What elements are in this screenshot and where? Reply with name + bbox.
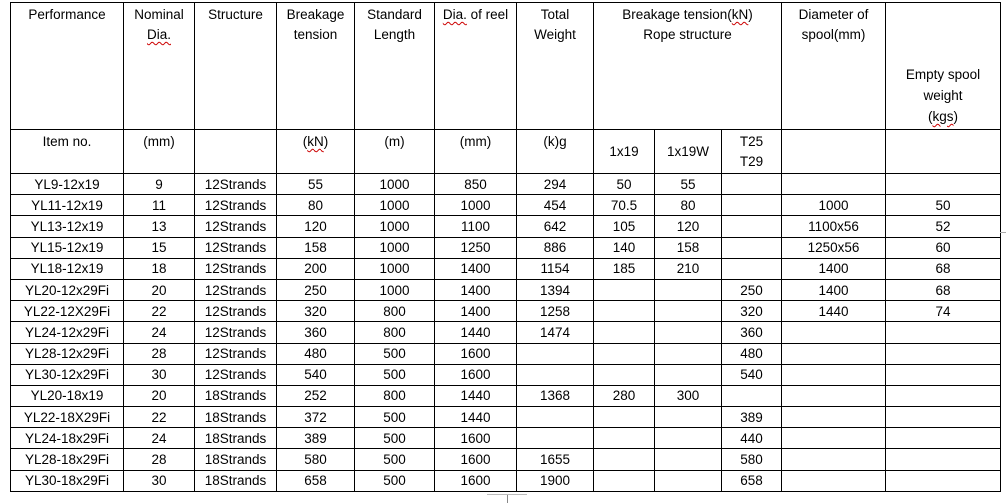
cell-dia-of-reel: 1600	[435, 364, 517, 385]
cell-spool-diameter	[782, 322, 886, 343]
cell-dia-of-reel: 1400	[435, 301, 517, 322]
cell-spool-diameter: 1100x56	[782, 216, 886, 237]
cell-tension-1x19w	[655, 322, 722, 343]
cell-item-no: YL20-12x29Fi	[11, 279, 124, 300]
cell-total-weight	[517, 407, 594, 428]
cell-tension-1x19w	[655, 343, 722, 364]
cell-standard-length: 800	[355, 301, 435, 322]
cell-tension-1x19w: 120	[655, 216, 722, 237]
header-nominal-line1: Nominal	[134, 7, 184, 22]
cell-standard-length: 1000	[355, 216, 435, 237]
cell-standard-length: 1000	[355, 258, 435, 279]
cell-structure: 12Strands	[195, 279, 277, 300]
header-reel-of: of reel	[470, 7, 509, 22]
table-row	[11, 343, 1001, 364]
unit-m-text: (m)	[384, 134, 405, 149]
cell-spool-diameter	[782, 428, 886, 449]
header-spool-line2: spool(mm)	[801, 27, 866, 42]
cell-item-no: YL24-12x29Fi	[11, 322, 124, 343]
unit-item-no	[11, 130, 124, 174]
header-empty-kgs: kgs	[932, 109, 954, 124]
cell-spool-diameter	[782, 407, 886, 428]
cell-structure: 18Strands	[195, 470, 277, 491]
cell-total-weight: 1394	[517, 279, 594, 300]
cell-item-no: YL13-12x19	[11, 216, 124, 237]
cell-structure: 18Strands	[195, 407, 277, 428]
cell-nominal-dia: 11	[124, 195, 195, 216]
cell-nominal-dia: 30	[124, 364, 195, 385]
header-nominal-dia	[124, 3, 195, 130]
unit-m	[355, 130, 435, 174]
cell-tension-t25-t29	[722, 237, 782, 258]
unit-kn-a: (	[302, 134, 308, 149]
cell-item-no: YL22-18X29Fi	[11, 407, 124, 428]
cell-breakage-tension: 250	[277, 279, 355, 300]
cell-tension-t25-t29: 360	[722, 322, 782, 343]
header-row-units	[11, 130, 1001, 174]
cell-structure: 12Strands	[195, 322, 277, 343]
cell-total-weight: 294	[517, 174, 594, 195]
cell-structure: 12Strands	[195, 258, 277, 279]
cell-tension-1x19w: 80	[655, 195, 722, 216]
cell-dia-of-reel: 1400	[435, 279, 517, 300]
unit-1x19w-text: 1x19W	[666, 144, 710, 159]
cell-empty-spool-weight: 60	[886, 237, 1001, 258]
header-dia-of-reel	[435, 3, 517, 130]
cell-spool-diameter: 1250x56	[782, 237, 886, 258]
unit-mm	[124, 130, 195, 174]
header-total-line2: Weight	[534, 27, 576, 42]
header-performance-text: Performance	[28, 7, 106, 22]
header-standard-line2: Length	[373, 27, 416, 42]
cell-tension-1x19w	[655, 279, 722, 300]
cell-standard-length: 500	[355, 343, 435, 364]
cell-dia-of-reel: 1440	[435, 322, 517, 343]
unit-1x19	[594, 130, 655, 174]
unit-1x19-text: 1x19	[609, 144, 639, 159]
cell-nominal-dia: 24	[124, 428, 195, 449]
cell-structure: 12Strands	[195, 174, 277, 195]
cell-breakage-tension: 540	[277, 364, 355, 385]
cell-breakage-tension: 80	[277, 195, 355, 216]
cell-tension-1x19	[594, 407, 655, 428]
cell-empty-spool-weight: 68	[886, 279, 1001, 300]
cell-dia-of-reel: 1250	[435, 237, 517, 258]
cell-dia-of-reel: 1600	[435, 449, 517, 470]
cell-breakage-tension: 658	[277, 470, 355, 491]
header-breakage-line2: tension	[293, 27, 338, 42]
unit-t29: T29	[739, 153, 764, 169]
cell-breakage-tension: 389	[277, 428, 355, 449]
header-empty-c: )	[953, 109, 959, 124]
cell-dia-of-reel: 850	[435, 174, 517, 195]
header-performance	[11, 3, 124, 130]
header-breakage-tension	[277, 3, 355, 130]
cell-total-weight: 642	[517, 216, 594, 237]
cell-tension-t25-t29: 320	[722, 301, 782, 322]
cell-total-weight	[517, 364, 594, 385]
header-breakage-rope-structure	[594, 3, 782, 130]
cell-breakage-tension: 120	[277, 216, 355, 237]
header-bt-a: Breakage tension(	[622, 7, 732, 22]
header-row-top	[11, 3, 1001, 130]
header-empty-line2: weight	[923, 88, 963, 103]
cell-spool-diameter	[782, 449, 886, 470]
unit-kg	[517, 130, 594, 174]
table-row	[11, 322, 1001, 343]
cell-dia-of-reel: 1600	[435, 343, 517, 364]
cell-total-weight: 1655	[517, 449, 594, 470]
cell-tension-1x19w: 55	[655, 174, 722, 195]
cell-empty-spool-weight	[886, 428, 1001, 449]
unit-reel-text: (mm)	[459, 134, 492, 149]
cell-tension-t25-t29: 389	[722, 407, 782, 428]
header-empty-a: (	[928, 109, 933, 124]
cell-empty-spool-weight: 50	[886, 195, 1001, 216]
cell-total-weight	[517, 343, 594, 364]
cell-spool-diameter: 1000	[782, 195, 886, 216]
table-row	[11, 174, 1001, 195]
cell-total-weight: 1474	[517, 322, 594, 343]
cell-structure: 12Strands	[195, 301, 277, 322]
cell-item-no: YL11-12x19	[11, 195, 124, 216]
unit-1x19w	[655, 130, 722, 174]
table-row	[11, 216, 1001, 237]
cell-standard-length: 500	[355, 449, 435, 470]
header-empty-line1: Empty spool	[905, 67, 981, 82]
cell-empty-spool-weight	[886, 407, 1001, 428]
cell-total-weight: 1900	[517, 470, 594, 491]
cell-breakage-tension: 480	[277, 343, 355, 364]
cell-total-weight: 454	[517, 195, 594, 216]
header-standard-line1: Standard	[367, 7, 422, 22]
unit-t25-t29	[722, 130, 782, 174]
header-total-weight	[517, 3, 594, 130]
cell-spool-diameter: 1400	[782, 258, 886, 279]
cell-tension-1x19: 280	[594, 385, 655, 406]
cell-structure: 18Strands	[195, 449, 277, 470]
cell-nominal-dia: 20	[124, 279, 195, 300]
unit-t25: T25	[739, 133, 764, 149]
cell-tension-t25-t29: 440	[722, 428, 782, 449]
cell-tension-1x19w	[655, 301, 722, 322]
header-nominal-line2: Dia.	[146, 27, 171, 42]
table-row	[11, 470, 1001, 491]
table-row	[11, 428, 1001, 449]
right-edge-marker	[1000, 232, 1006, 233]
header-spool-line1: Diameter of	[798, 7, 869, 22]
cell-nominal-dia: 28	[124, 449, 195, 470]
header-bt-line2: Rope structure	[643, 27, 732, 42]
cell-empty-spool-weight	[886, 174, 1001, 195]
cell-tension-t25-t29: 580	[722, 449, 782, 470]
cell-standard-length: 1000	[355, 279, 435, 300]
header-structure	[195, 3, 277, 130]
unit-spool	[782, 130, 886, 174]
table-row	[11, 195, 1001, 216]
cell-tension-1x19w: 210	[655, 258, 722, 279]
unit-kn-c: )	[323, 134, 329, 149]
cell-dia-of-reel: 1600	[435, 470, 517, 491]
cell-tension-1x19w	[655, 470, 722, 491]
cell-breakage-tension: 580	[277, 449, 355, 470]
cell-standard-length: 800	[355, 322, 435, 343]
cell-tension-1x19w: 300	[655, 385, 722, 406]
unit-item-text: Item no.	[42, 134, 92, 149]
cell-standard-length: 1000	[355, 174, 435, 195]
cell-total-weight: 1368	[517, 385, 594, 406]
cell-tension-1x19	[594, 364, 655, 385]
cell-tension-1x19	[594, 279, 655, 300]
cell-empty-spool-weight: 52	[886, 216, 1001, 237]
cell-empty-spool-weight	[886, 343, 1001, 364]
cell-empty-spool-weight	[886, 385, 1001, 406]
cell-standard-length: 800	[355, 385, 435, 406]
cell-structure: 12Strands	[195, 237, 277, 258]
table-row	[11, 237, 1001, 258]
cell-spool-diameter	[782, 364, 886, 385]
cell-item-no: YL22-12X29Fi	[11, 301, 124, 322]
cell-item-no: YL15-12x19	[11, 237, 124, 258]
cell-tension-1x19w	[655, 449, 722, 470]
cell-nominal-dia: 18	[124, 258, 195, 279]
cell-empty-spool-weight	[886, 449, 1001, 470]
cell-empty-spool-weight	[886, 322, 1001, 343]
cell-spool-diameter	[782, 385, 886, 406]
cell-item-no: YL20-18x19	[11, 385, 124, 406]
cell-tension-t25-t29	[722, 174, 782, 195]
cell-tension-1x19	[594, 470, 655, 491]
cell-empty-spool-weight	[886, 364, 1001, 385]
cell-spool-diameter: 1440	[782, 301, 886, 322]
cell-dia-of-reel: 1000	[435, 195, 517, 216]
cell-tension-1x19	[594, 301, 655, 322]
cell-tension-1x19: 50	[594, 174, 655, 195]
cell-nominal-dia: 15	[124, 237, 195, 258]
cell-standard-length: 500	[355, 470, 435, 491]
cell-nominal-dia: 28	[124, 343, 195, 364]
table-header	[11, 3, 1001, 174]
unit-empty	[886, 130, 1001, 174]
cell-item-no: YL30-18x29Fi	[11, 470, 124, 491]
cell-structure: 12Strands	[195, 343, 277, 364]
cell-tension-t25-t29: 480	[722, 343, 782, 364]
cell-tension-t25-t29: 540	[722, 364, 782, 385]
cell-nominal-dia: 9	[124, 174, 195, 195]
header-standard-length	[355, 3, 435, 130]
cell-item-no: YL18-12x19	[11, 258, 124, 279]
cell-tension-1x19w	[655, 428, 722, 449]
cell-structure: 12Strands	[195, 216, 277, 237]
header-empty-spool-weight	[886, 3, 1001, 130]
table-row	[11, 407, 1001, 428]
unit-mm-text: (mm)	[143, 134, 175, 149]
header-total-line1: Total	[540, 7, 570, 22]
table-row	[11, 364, 1001, 385]
cell-spool-diameter: 1400	[782, 279, 886, 300]
cell-item-no: YL28-12x29Fi	[11, 343, 124, 364]
cell-tension-1x19: 185	[594, 258, 655, 279]
cell-tension-1x19	[594, 449, 655, 470]
cell-empty-spool-weight: 68	[886, 258, 1001, 279]
cell-tension-t25-t29	[722, 258, 782, 279]
cell-breakage-tension: 360	[277, 322, 355, 343]
cell-standard-length: 1000	[355, 195, 435, 216]
cell-nominal-dia: 24	[124, 322, 195, 343]
cell-item-no: YL30-12x29Fi	[11, 364, 124, 385]
cell-tension-1x19	[594, 322, 655, 343]
table-row	[11, 449, 1001, 470]
cell-total-weight: 1258	[517, 301, 594, 322]
cell-empty-spool-weight: 74	[886, 301, 1001, 322]
cell-item-no: YL9-12x19	[11, 174, 124, 195]
unit-kn-b: kN	[307, 134, 324, 149]
cell-item-no: YL24-18x29Fi	[11, 428, 124, 449]
cell-breakage-tension: 200	[277, 258, 355, 279]
cell-structure: 12Strands	[195, 364, 277, 385]
header-bt-c: )	[748, 7, 753, 22]
cell-total-weight: 1154	[517, 258, 594, 279]
cell-nominal-dia: 22	[124, 407, 195, 428]
cell-tension-1x19: 105	[594, 216, 655, 237]
table-body	[11, 174, 1001, 492]
cell-structure: 18Strands	[195, 385, 277, 406]
cell-spool-diameter	[782, 470, 886, 491]
table-row	[11, 301, 1001, 322]
unit-kg-text: (k)g	[543, 134, 567, 149]
cell-spool-diameter	[782, 174, 886, 195]
table-row	[11, 385, 1001, 406]
cell-dia-of-reel: 1100	[435, 216, 517, 237]
cell-tension-1x19	[594, 343, 655, 364]
cell-breakage-tension: 252	[277, 385, 355, 406]
unit-kn	[277, 130, 355, 174]
cell-item-no: YL28-18x29Fi	[11, 449, 124, 470]
cell-nominal-dia: 13	[124, 216, 195, 237]
header-spool-diameter	[782, 3, 886, 130]
rope-spec-table	[10, 2, 1001, 492]
cell-tension-t25-t29	[722, 385, 782, 406]
table-row	[11, 279, 1001, 300]
cell-tension-1x19: 140	[594, 237, 655, 258]
cell-nominal-dia: 20	[124, 385, 195, 406]
header-bt-kn: kN	[731, 7, 749, 22]
cell-empty-spool-weight	[886, 470, 1001, 491]
cell-tension-1x19w	[655, 407, 722, 428]
cell-standard-length: 500	[355, 364, 435, 385]
table-row	[11, 258, 1001, 279]
cell-breakage-tension: 158	[277, 237, 355, 258]
cell-tension-t25-t29: 658	[722, 470, 782, 491]
cell-tension-1x19w	[655, 364, 722, 385]
cell-structure: 12Strands	[195, 195, 277, 216]
cell-breakage-tension: 320	[277, 301, 355, 322]
cell-standard-length: 500	[355, 428, 435, 449]
cell-dia-of-reel: 1600	[435, 428, 517, 449]
header-breakage-line1: Breakage	[286, 7, 345, 22]
unit-reel-mm	[435, 130, 517, 174]
cell-total-weight: 886	[517, 237, 594, 258]
cell-structure: 18Strands	[195, 428, 277, 449]
cell-dia-of-reel: 1440	[435, 385, 517, 406]
header-reel-dia: Dia.	[442, 7, 467, 22]
cell-dia-of-reel: 1440	[435, 407, 517, 428]
cell-tension-t25-t29	[722, 216, 782, 237]
cell-standard-length: 500	[355, 407, 435, 428]
cell-nominal-dia: 30	[124, 470, 195, 491]
unit-structure	[195, 130, 277, 174]
cell-breakage-tension: 372	[277, 407, 355, 428]
cell-tension-t25-t29: 250	[722, 279, 782, 300]
cell-tension-t25-t29	[722, 195, 782, 216]
cell-tension-1x19w: 158	[655, 237, 722, 258]
cell-spool-diameter	[782, 343, 886, 364]
cell-nominal-dia: 22	[124, 301, 195, 322]
cell-total-weight	[517, 428, 594, 449]
cell-tension-1x19: 70.5	[594, 195, 655, 216]
cell-breakage-tension: 55	[277, 174, 355, 195]
cell-tension-1x19	[594, 428, 655, 449]
header-structure-text: Structure	[208, 7, 263, 22]
cell-dia-of-reel: 1400	[435, 258, 517, 279]
cell-standard-length: 1000	[355, 237, 435, 258]
